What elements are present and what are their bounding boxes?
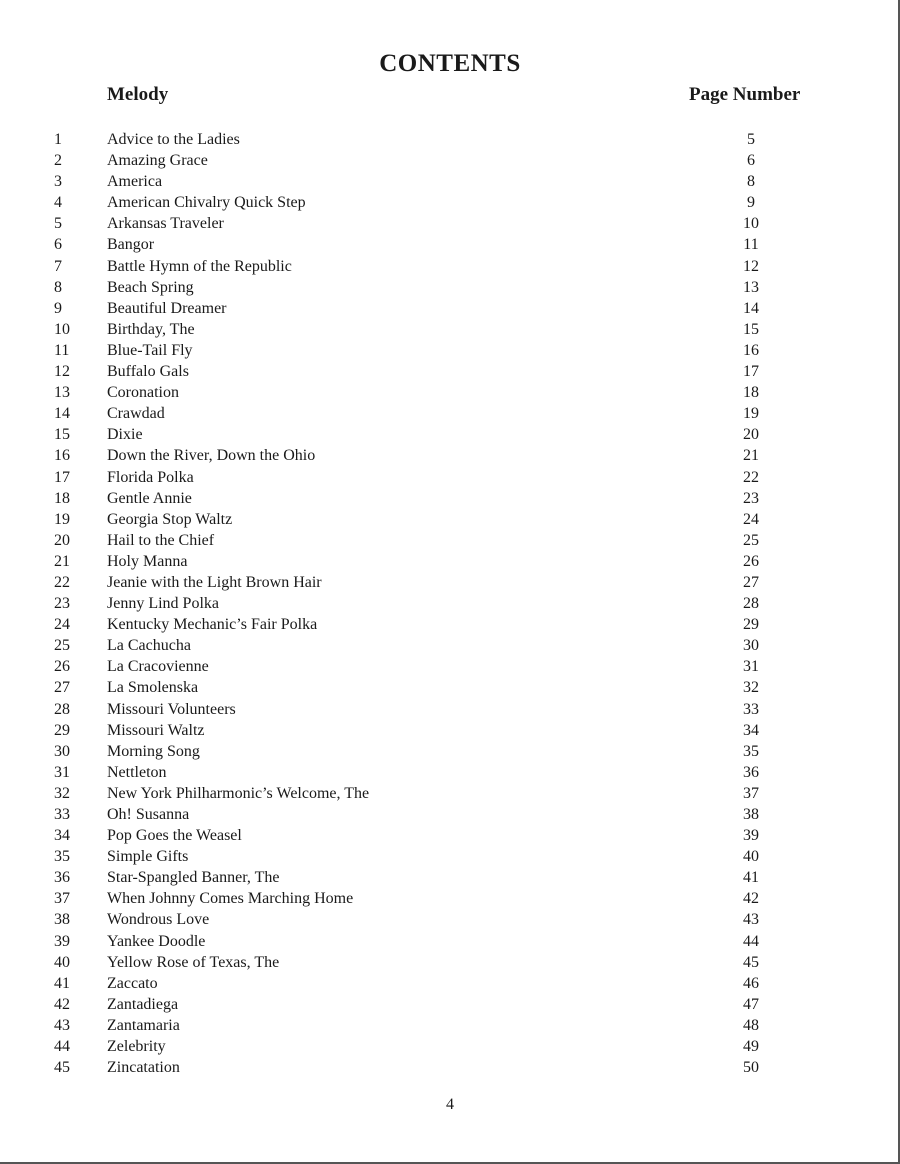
page-number: 17 (743, 363, 759, 381)
list-item (0, 445, 900, 466)
melody-title: La Cracovienne (107, 658, 209, 676)
page-number: 28 (743, 595, 759, 613)
page-number: 23 (743, 489, 759, 507)
melody-number: 21 (54, 552, 70, 570)
melody-title: Wondrous Love (107, 911, 210, 929)
list-item (0, 677, 900, 698)
melody-title: Zelebrity (107, 1038, 166, 1056)
list-item (0, 129, 900, 150)
melody-number: 44 (54, 1038, 70, 1056)
page-number: 38 (743, 806, 759, 823)
page-number: 27 (743, 573, 759, 591)
page-number-column-header: Page Number (689, 84, 801, 105)
page-number: 43 (743, 911, 759, 929)
melody-title: Yankee Doodle (107, 932, 206, 950)
melody-title: Battle Hymn of the Republic (107, 257, 292, 275)
page-number: 42 (743, 890, 759, 908)
page-number: 10 (743, 215, 759, 233)
page-title: CONTENTS (379, 50, 521, 77)
melody-title: Yellow Rose of Texas, The (107, 953, 280, 971)
melody-number: 2 (54, 152, 62, 170)
melody-title: Advice to the Ladies (107, 131, 240, 148)
melody-title: Morning Song (107, 742, 200, 760)
list-item (0, 509, 900, 530)
list-item (0, 762, 900, 783)
list-item (0, 804, 900, 825)
list-item (0, 213, 900, 234)
melody-title: Missouri Waltz (107, 721, 205, 739)
melody-number: 41 (54, 974, 70, 992)
page-number: 33 (743, 700, 759, 718)
melody-title: Pop Goes the Weasel (107, 827, 242, 845)
list-item (0, 825, 900, 846)
melody-title: Arkansas Traveler (107, 215, 224, 233)
melody-title: Zantadiega (107, 995, 179, 1013)
list-item (0, 150, 900, 171)
list-item (0, 720, 900, 741)
melody-number: 19 (54, 510, 70, 528)
melody-title: Bangor (107, 236, 155, 254)
list-item (0, 340, 900, 361)
page-number: 44 (743, 932, 759, 950)
page-number: 14 (743, 299, 759, 317)
melody-title: American Chivalry Quick Step (107, 194, 306, 212)
melody-number: 42 (54, 995, 70, 1013)
melody-number: 10 (54, 320, 70, 338)
list-item (0, 593, 900, 614)
page-number: 13 (743, 278, 759, 296)
page-number: 36 (743, 763, 759, 781)
list-item (0, 403, 900, 424)
page-number: 50 (743, 1059, 759, 1077)
melody-number: 12 (54, 363, 70, 381)
melody-number: 39 (54, 932, 70, 950)
page-number: 19 (743, 405, 759, 423)
list-item (0, 530, 900, 551)
page-number: 24 (743, 510, 759, 528)
list-item (0, 171, 900, 192)
melody-number: 30 (54, 742, 70, 760)
melody-title: Beach Spring (107, 278, 194, 296)
melody-number: 14 (54, 405, 70, 423)
page-number: 37 (743, 784, 759, 802)
melody-number: 16 (54, 447, 70, 465)
contents-list (0, 129, 900, 1078)
page-number: 9 (747, 194, 755, 212)
page-number: 41 (743, 869, 759, 887)
list-item (0, 846, 900, 867)
melody-title: Dixie (107, 426, 143, 444)
page-number: 26 (743, 552, 759, 570)
list-item (0, 635, 900, 656)
melody-number: 38 (54, 911, 70, 929)
page-number: 39 (743, 827, 759, 845)
melody-number: 1 (54, 131, 62, 148)
list-item (0, 888, 900, 909)
melody-title: Jeanie with the Light Brown Hair (107, 573, 322, 591)
melody-number: 18 (54, 489, 70, 507)
melody-title: Zincatation (107, 1059, 180, 1077)
page-number: 49 (743, 1038, 759, 1056)
list-item (0, 551, 900, 572)
melody-number: 28 (54, 700, 70, 718)
list-item (0, 192, 900, 213)
melody-title: Florida Polka (107, 468, 194, 486)
page-number: 11 (743, 236, 759, 254)
melody-title: La Smolenska (107, 679, 199, 697)
page-number: 34 (743, 721, 759, 739)
melody-number: 15 (54, 426, 70, 444)
list-item (0, 909, 900, 930)
melody-number: 3 (54, 173, 62, 191)
list-item (0, 361, 900, 382)
melody-title: Jenny Lind Polka (107, 595, 219, 613)
melody-title: Birthday, The (107, 320, 195, 338)
list-item (0, 488, 900, 509)
melody-title: Kentucky Mechanic’s Fair Polka (107, 616, 318, 634)
melody-number: 27 (54, 679, 70, 697)
list-item (0, 656, 900, 677)
list-item (0, 994, 900, 1015)
page-number: 5 (747, 131, 755, 148)
melody-title: Down the River, Down the Ohio (107, 447, 316, 465)
list-item (0, 572, 900, 593)
melody-number: 7 (54, 257, 62, 275)
melody-number: 26 (54, 658, 70, 676)
melody-number: 8 (54, 278, 62, 296)
melody-title: New York Philharmonic’s Welcome, The (107, 784, 370, 802)
page-number: 40 (743, 848, 759, 866)
page-number: 8 (747, 173, 755, 191)
page-number: 22 (743, 468, 759, 486)
melody-column-header: Melody (107, 84, 169, 105)
list-item (0, 256, 900, 277)
page-number: 31 (743, 658, 759, 676)
list-item (0, 424, 900, 445)
list-item (0, 952, 900, 973)
melody-number: 13 (54, 384, 70, 402)
list-item (0, 931, 900, 952)
page-number: 32 (743, 679, 759, 697)
melody-title: Zantamaria (107, 1016, 180, 1034)
page-number: 35 (743, 742, 759, 760)
list-item (0, 467, 900, 488)
melody-title: Nettleton (107, 763, 167, 781)
melody-number: 17 (54, 468, 70, 486)
page-number: 15 (743, 320, 759, 338)
page-number: 29 (743, 616, 759, 634)
melody-number: 33 (54, 806, 70, 823)
melody-title: Buffalo Gals (107, 363, 189, 381)
footer-page-number: 4 (446, 1096, 454, 1113)
melody-title: Beautiful Dreamer (107, 299, 227, 317)
melody-title: Oh! Susanna (107, 806, 190, 823)
list-item (0, 277, 900, 298)
list-item (0, 1036, 900, 1057)
melody-number: 9 (54, 299, 62, 317)
melody-number: 29 (54, 721, 70, 739)
list-item (0, 1057, 900, 1078)
list-item (0, 973, 900, 994)
melody-number: 23 (54, 595, 70, 613)
page-number: 25 (743, 531, 759, 549)
melody-title: La Cachucha (107, 637, 191, 655)
melody-title: Gentle Annie (107, 489, 192, 507)
list-item (0, 382, 900, 403)
melody-number: 43 (54, 1016, 70, 1034)
melody-title: Crawdad (107, 405, 165, 423)
melody-number: 22 (54, 573, 70, 591)
melody-number: 11 (54, 341, 70, 359)
melody-number: 25 (54, 637, 70, 655)
melody-number: 40 (54, 953, 70, 971)
melody-number: 45 (54, 1059, 70, 1077)
melody-title: Simple Gifts (107, 848, 189, 866)
page-number: 6 (747, 152, 755, 170)
melody-number: 5 (54, 215, 62, 233)
melody-title: America (107, 173, 163, 191)
list-item (0, 741, 900, 762)
list-item (0, 319, 900, 340)
melody-number: 36 (54, 869, 70, 887)
page-number: 47 (743, 995, 759, 1013)
list-item (0, 298, 900, 319)
melody-number: 6 (54, 236, 62, 254)
melody-number: 4 (54, 194, 62, 212)
list-item (0, 1015, 900, 1036)
page-number: 30 (743, 637, 759, 655)
melody-title: Georgia Stop Waltz (107, 510, 233, 528)
melody-title: Star-Spangled Banner, The (107, 869, 280, 887)
page-number: 45 (743, 953, 759, 971)
melody-title: When Johnny Comes Marching Home (107, 890, 354, 908)
melody-title: Hail to the Chief (107, 531, 215, 549)
melody-title: Blue-Tail Fly (107, 341, 193, 359)
melody-number: 37 (54, 890, 70, 908)
list-item (0, 867, 900, 888)
melody-number: 24 (54, 616, 70, 634)
melody-title: Amazing Grace (107, 152, 208, 170)
melody-number: 35 (54, 848, 70, 866)
page-number: 20 (743, 426, 759, 444)
melody-number: 31 (54, 763, 70, 781)
page-number: 18 (743, 384, 759, 402)
melody-title: Zaccato (107, 974, 158, 992)
list-item (0, 783, 900, 804)
page-number: 12 (743, 257, 759, 275)
melody-number: 20 (54, 531, 70, 549)
page-number: 46 (743, 974, 759, 992)
list-item (0, 234, 900, 255)
page-number: 21 (743, 447, 759, 465)
list-item (0, 614, 900, 635)
melody-title: Coronation (107, 384, 179, 402)
page-number: 48 (743, 1016, 759, 1034)
melody-title: Missouri Volunteers (107, 700, 236, 718)
melody-number: 32 (54, 784, 70, 802)
page-number: 16 (743, 341, 759, 359)
list-item (0, 699, 900, 720)
melody-title: Holy Manna (107, 552, 188, 570)
melody-number: 34 (54, 827, 70, 845)
